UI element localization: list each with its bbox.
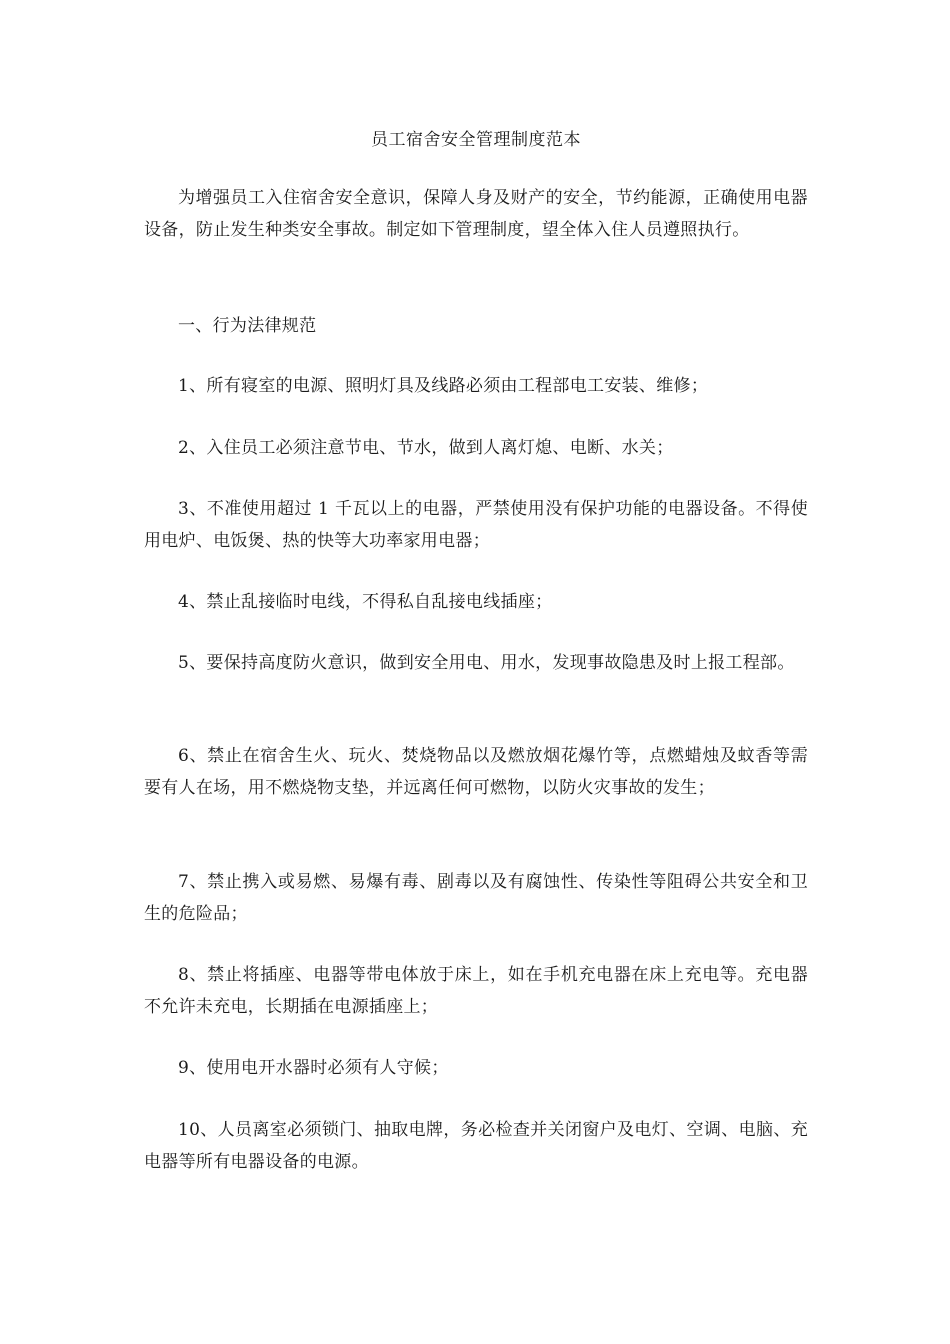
document-title: 员工宿舍安全管理制度范本 [371, 130, 581, 150]
list-item-6: 6、禁止在宿舍生火、玩火、焚烧物品以及燃放烟花爆竹等，点燃蜡烛及蚊香等需要有人在场，用不燃烧物支垫，并远离任何可燃物，以防火灾事故的发生； [144, 746, 808, 798]
list-item-5: 5、要保持高度防火意识，做到安全用电、用水，发现事故隐患及时上报工程部。 [178, 653, 795, 673]
list-item-4: 4、禁止乱接临时电线，不得私自乱接电线插座； [178, 592, 553, 612]
list-item-10: 10、人员离室必须锁门、抽取电牌，务必检查并关闭窗户及电灯、空调、电脑、充电器等所有电器设备的电源。 [144, 1120, 808, 1172]
list-item-1: 1、所有寝室的电源、照明灯具及线路必须由工程部电工安装、维修； [178, 376, 709, 396]
list-item-7: 7、禁止携入或易燃、易爆有毒、剧毒以及有腐蚀性、传染性等阻碍公共安全和卫生的危险品； [144, 872, 808, 924]
section-heading: 一、行为法律规范 [178, 316, 317, 336]
list-item-9: 9、使用电开水器时必须有人守候； [178, 1058, 449, 1078]
list-item-3: 3、不准使用超过 1 千瓦以上的电器，严禁使用没有保护功能的电器设备。不得使用电炉、电饭煲、热的快等大功率家用电器； [144, 499, 808, 551]
list-item-8: 8、禁止将插座、电器等带电体放于床上，如在手机充电器在床上充电等。充电器不允许未充电，长期插在电源插座上； [144, 965, 808, 1017]
list-item-2: 2、入住员工必须注意节电、节水，做到人离灯熄、电断、水关； [178, 438, 674, 458]
intro-paragraph: 为增强员工入住宿舍安全意识，保障人身及财产的安全，节约能源，正确使用电器设备，防止发生种类安全事故。制定如下管理制度，望全体入住人员遵照执行。 [144, 188, 808, 240]
